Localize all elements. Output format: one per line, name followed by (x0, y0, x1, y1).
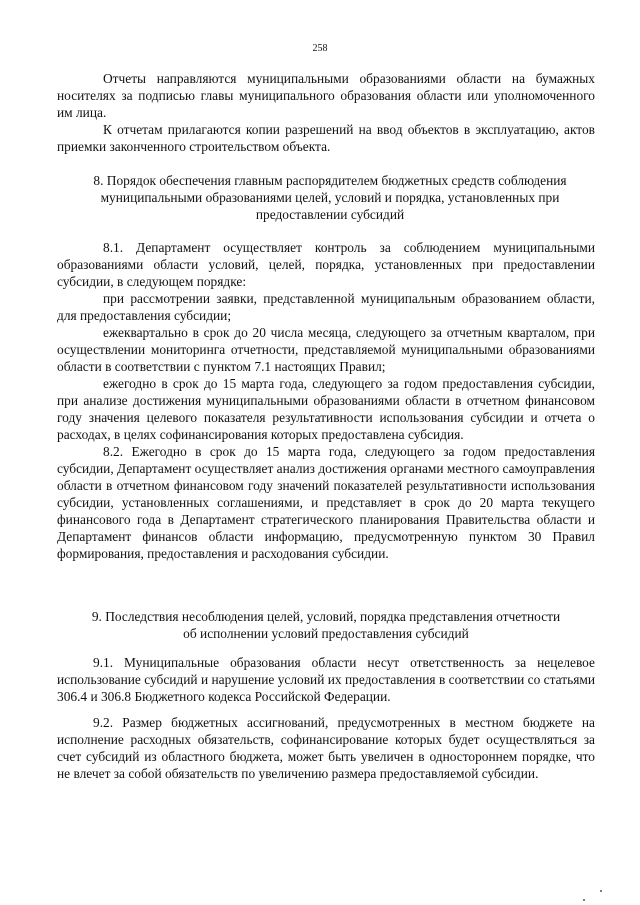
page-number: 258 (312, 43, 328, 54)
section-8-body (57, 239, 595, 562)
section-8-1-item-1: при рассмотрении заявки, представленной муниципальным образованием области, для предоставления субсидии; (57, 291, 595, 323)
section-9-heading-line-1: 9. Последствия несоблюдения целей, условий, порядка представления отчетности (91, 609, 561, 624)
section-8-1-item-2: ежеквартально в срок до 20 числа месяца, следующего за отчетным кварталом, при осуществлении мониторинга отчетности, представляемой муниципальными образованиями области в соответствии с пунктом 7.1 настоящих Правил; (57, 325, 595, 374)
intro-block (57, 70, 595, 155)
scan-speck (583, 899, 585, 901)
section-9-1: 9.1. Муниципальные образования области несут ответственность за нецелевое использование субсидий и нарушение условий их предоставления в соответствии со статьями 306.4 и 306.8 Бюджетного кодекса Российской Федерации. (57, 655, 595, 704)
section-9-2: 9.2. Размер бюджетных ассигнований, предусмотренных в местном бюджете на исполнение расходных обязательств, софинансирование которых будет осуществляться за счет субсидий из областного бюджета, может быть увеличен в одностороннем порядке, что не влечет за собой обязательств по увеличению размера предоставляемой субсидии. (57, 715, 595, 781)
section-8-1: 8.1. Департамент осуществляет контроль за соблюдением муниципальными образованиями области условий, целей, порядка, установленных при предоставлении субсидии, в следующем порядке: (57, 240, 595, 289)
intro-paragraph-2: К отчетам прилагаются копии разрешений на ввод объектов в эксплуатацию, актов приемки законченного строительством объекта. (57, 122, 595, 154)
section-8-1-item-3: ежегодно в срок до 15 марта года, следующего за годом предоставления субсидии, при анализе достижения муниципальными образованиями области в отчетном финансовом году значения целевого показателя результативности использования субсидии и отчета о расходах, в целях софинансирования которых предоставлена субсидия. (57, 376, 595, 442)
scan-speck (600, 890, 602, 892)
section-9-heading-block (57, 608, 595, 642)
intro-paragraph-1: Отчеты направляются муниципальными образованиями области на бумажных носителях за подписью главы муниципального образования области или уполномоченного им лица. (57, 71, 595, 120)
section-8-heading-block (70, 172, 590, 223)
section-8-heading: 8. Порядок обеспечения главным распорядителем бюджетных средств соблюдения муниципальными образованиями целей, условий и порядка, установленных при предоставлении субсидий (93, 173, 567, 222)
section-8-2: 8.2. Ежегодно в срок до 15 марта года, следующего за годом предоставления субсидии, Департамент осуществляет анализ достижения органами местного самоуправления области в отчетном финансовом году значений показателей результативности использования субсидии, установленных соглашениями, и представляет в срок до 20 марта текущего финансового года в Департамент стратегического планирования Правительства области и Департамент финансов области информацию, предусмотренную пунктом 30 Правил формирования, предоставления и расходования субсидии. (57, 444, 595, 561)
section-9-heading-line-2: об исполнении условий предоставления субсидий (183, 626, 469, 641)
section-9-1-block (57, 654, 595, 705)
section-9-2-block (57, 714, 595, 782)
